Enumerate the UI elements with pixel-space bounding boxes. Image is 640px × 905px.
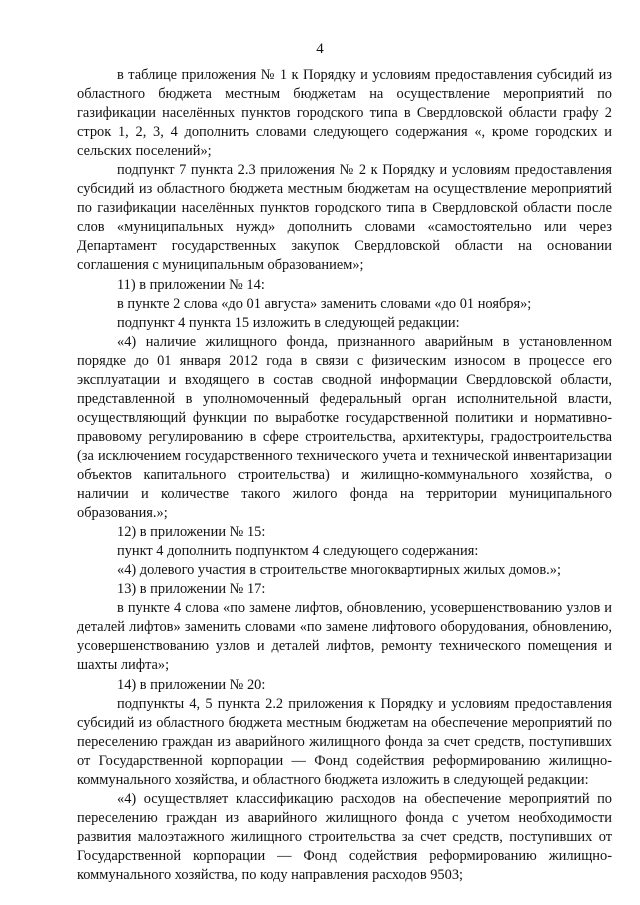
paragraph: пункт 4 дополнить подпунктом 4 следующего содержания:	[117, 543, 479, 560]
paragraph: «4) осуществляет классификацию расходов на обеспечение мероприятий по переселению граждан из аварийного жилищного фонда с учетом необходимости развития малоэтажного жилищного строительства за счет средств, поступивших от Государственной корпорации — Фонд содействия реформированию жилищно-коммунального хозяйства, по коду направления расходов 9503;	[77, 790, 612, 883]
document-body	[77, 66, 612, 885]
paragraph: подпункты 4, 5 пункта 2.2 приложения к Порядку и условиям предоставления субсидий из областного бюджета местным бюджетам на обеспечение мероприятий по переселению граждан из аварийного жилищного фонда за счет средств, поступивших от Государственной корпорации — Фонд содействия реформированию жилищно-коммунального хозяйства, и областного бюджета изложить в следующей редакции:	[77, 695, 612, 788]
paragraph: в пункте 4 слова «по замене лифтов, обновлению, усовершенствованию узлов и деталей лифтов» заменить словами «по замене лифтового оборудования, обновлению, усовершенствованию узлов и деталей лифтов, ремонту технического помещения и шахты лифта»;	[77, 600, 612, 674]
paragraph: подпункт 4 пункта 15 изложить в следующей редакции:	[117, 314, 460, 331]
paragraph: 11) в приложении № 14:	[117, 276, 265, 293]
paragraph: подпункт 7 пункта 2.3 приложения № 2 к Порядку и условиям предоставления субсидий из областного бюджета местным бюджетам на осуществление мероприятий по газификации населённых пунктов городского типа в Свердловской области после слов «муниципальных нужд» дополнить словами «самостоятельно или через Департамент государственных закупок Свердловской области на основании соглашения с муниципальным образованием»;	[77, 162, 612, 274]
paragraph: 13) в приложении № 17:	[117, 581, 266, 598]
paragraph: 12) в приложении № 15:	[117, 524, 266, 541]
page-number: 4	[316, 41, 324, 57]
paragraph: в таблице приложения № 1 к Порядку и условиям предоставления субсидий из областного бюджета местным бюджетам на осуществление мероприятий по газификации населённых пунктов городского типа в Свердловской области графу 2 строк 1, 2, 3, 4 дополнить словами следующего содержания «, кроме городских и сельских поселений»;	[77, 67, 612, 160]
paragraph: «4) долевого участия в строительстве многоквартирных жилых домов.»;	[117, 562, 561, 579]
paragraph: 14) в приложении № 20:	[117, 676, 266, 693]
paragraph: «4) наличие жилищного фонда, признанного аварийным в установленном порядке до 01 января 2012 года в связи с физическим износом в процессе его эксплуатации и входящего в состав сводной информации Свердловской области, представленной в уполномоченный федеральный орган исполнительной власти, осуществляющий функции по выработке государственной политики и нормативно-правовому регулированию в сфере строительства, архитектуры, градостроительства (за исключением государственного технического учета и технической инвентаризации объектов капитального строительства) и жилищно-коммунального хозяйства, о наличии и количестве такого жилого фонда на территории муниципального образования.»;	[77, 333, 612, 522]
paragraph: в пункте 2 слова «до 01 августа» заменить словами «до 01 ноября»;	[117, 295, 532, 312]
